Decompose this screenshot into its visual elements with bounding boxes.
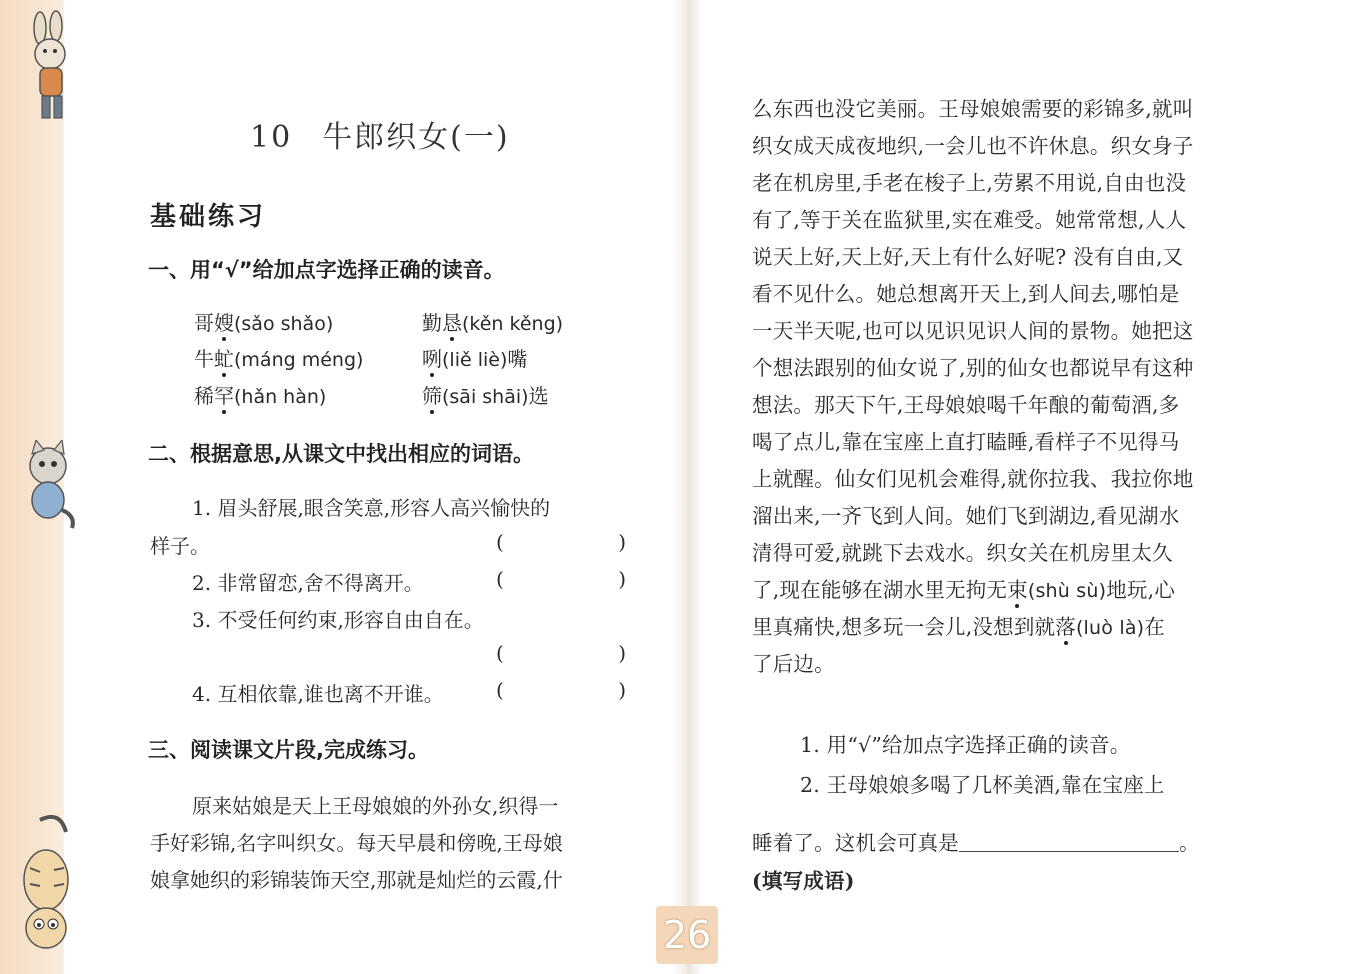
- passage-line: 喝了点儿,靠在宝座上直打瞌睡,看样子不见得马: [752, 430, 1180, 454]
- passage-line: 原来姑娘是天上王母娘娘的外孙女,织得一: [192, 794, 559, 818]
- passage-line: 了后边。: [752, 652, 835, 676]
- q1-item-6: 筛(sāi shāi)选: [422, 384, 549, 408]
- passage-line: 说天上好,天上好,天上有什么好呢? 没有自由,又: [752, 245, 1184, 269]
- lesson-number: 10: [250, 120, 293, 155]
- passage-line: 么东西也没它美丽。王母娘娘需要的彩锦多,就叫: [752, 97, 1194, 121]
- passage-line: 上就醒。仙女们见机会难得,就你拉我、我拉你地: [752, 467, 1194, 491]
- passage-line: 想法。那天下午,王母娘娘喝千年酿的葡萄酒,多: [752, 393, 1180, 417]
- passage-line: 娘拿她织的彩锦装饰天空,那就是灿烂的云霞,什: [150, 868, 563, 892]
- book-spine: [672, 0, 702, 974]
- q1-item-5: 稀罕(hǎn hàn): [194, 384, 327, 408]
- passage-line: 织女成天成夜地织,一会儿也不许休息。织女身子: [752, 134, 1194, 158]
- passage-line: 一天半天呢,也可以见识见识人间的景物。她把这: [752, 319, 1194, 343]
- passage-line-pinyin-2: 里真痛快,想多玩一会儿,没想到就落(luò là)在: [752, 615, 1165, 639]
- q3-exercise-2-line1: 2. 王母娘娘多喝了几杯美酒,靠在宝座上: [800, 773, 1165, 797]
- q3-heading: 三、阅读课文片段,完成练习。: [148, 738, 429, 762]
- passage-line: 看不见什么。她总想离开天上,到人间去,哪怕是: [752, 282, 1180, 306]
- cat-mascot-icon: [14, 440, 82, 532]
- passage-line: 清得可爱,就跳下去戏水。织女关在机房里太久: [752, 541, 1173, 565]
- q2-answer-3[interactable]: ( ): [496, 641, 626, 665]
- q2-item-1-line1: 1. 眉头舒展,眼含笑意,形容人高兴愉快的: [192, 496, 551, 520]
- lesson-title: [250, 112, 510, 156]
- idiom-answer-blank[interactable]: [959, 833, 1179, 852]
- q2-answer-4[interactable]: ( ): [496, 678, 626, 702]
- q2-item-3: 3. 不受任何约束,形容自由自在。: [192, 608, 484, 632]
- lesson-name: 牛郎织女(一): [322, 120, 510, 155]
- q3-exercise-2-hint: (填写成语): [752, 869, 855, 893]
- q1-item-2: 勤恳(kěn kěng): [422, 311, 564, 335]
- page-number: 26: [656, 906, 718, 964]
- q2-heading: 二、根据意思,从课文中找出相应的词语。: [148, 442, 534, 466]
- q1-item-1: 哥嫂(sǎo shǎo): [194, 311, 334, 335]
- rabbit-mascot-icon: [12, 10, 82, 130]
- q3-exercise-2-line2: 睡着了。这机会可真是 。: [752, 831, 1200, 855]
- passage-line: 个想法跟别的仙女说了,别的仙女也都说早有这种: [752, 356, 1194, 380]
- q1-item-4: 咧(liě liè)嘴: [422, 347, 528, 371]
- section-title: 基础练习: [150, 202, 267, 232]
- passage-line: 老在机房里,手老在梭子上,劳累不用说,自由也没: [752, 171, 1187, 195]
- passage-line: 有了,等于关在监狱里,实在难受。她常常想,人人: [752, 208, 1187, 232]
- q1-heading: 一、用“√”给加点字选择正确的读音。: [148, 258, 505, 282]
- passage-line-pinyin-1: 了,现在能够在湖水里无拘无束(shù sù)地玩,心: [752, 578, 1176, 602]
- passage-line: 溜出来,一齐飞到人间。她们飞到湖边,看见湖水: [752, 504, 1180, 528]
- q2-item-2: 2. 非常留恋,舍不得离开。: [192, 571, 424, 595]
- q1-item-3: 牛虻(máng méng): [194, 347, 364, 371]
- q3-exercise-1: 1. 用“√”给加点字选择正确的读音。: [800, 733, 1131, 757]
- q2-item-1-line2: 样子。: [150, 534, 210, 558]
- q2-item-4: 4. 互相依靠,谁也离不开谁。: [192, 682, 444, 706]
- passage-line: 手好彩锦,名字叫织女。每天早晨和傍晚,王母娘: [150, 831, 563, 855]
- tiger-mascot-icon: [10, 810, 82, 960]
- q2-answer-1[interactable]: ( ): [496, 530, 626, 554]
- q2-answer-2[interactable]: ( ): [496, 567, 626, 591]
